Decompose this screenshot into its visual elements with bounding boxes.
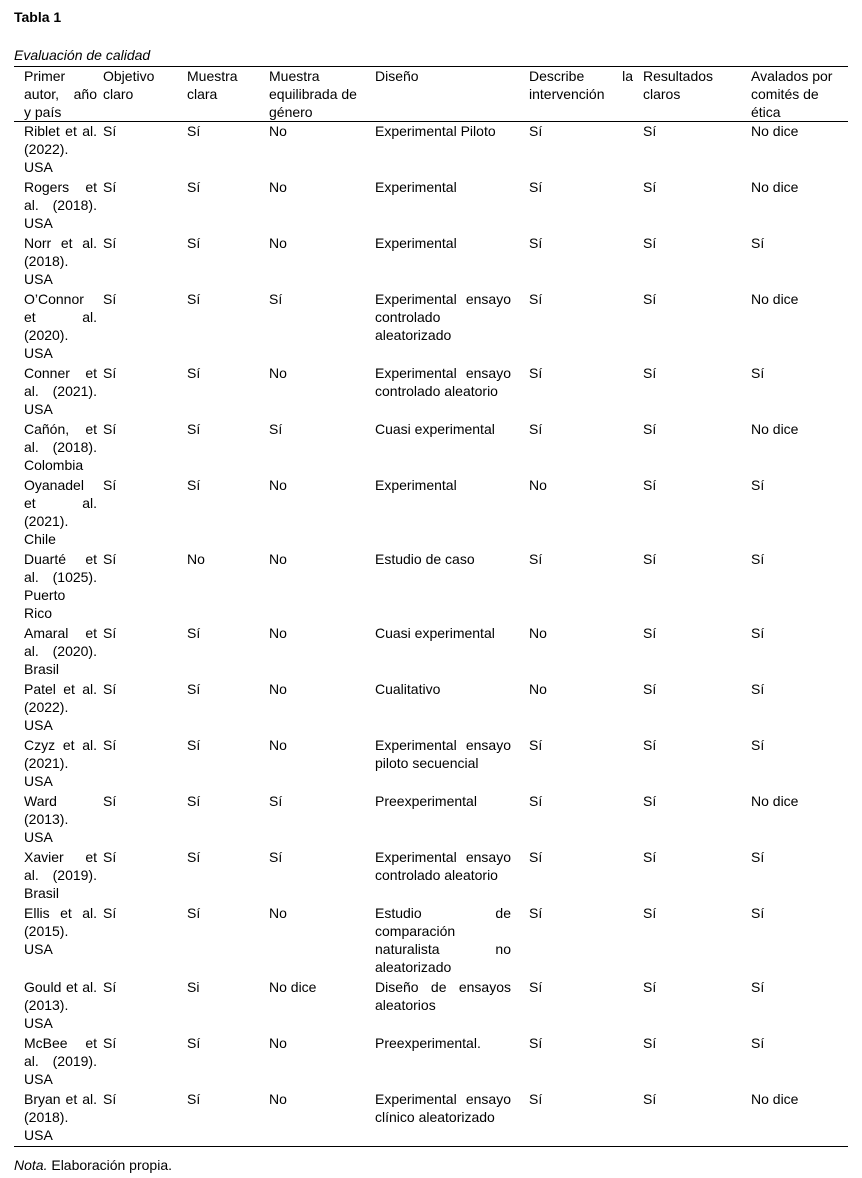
cell-objective: Sí	[103, 421, 117, 437]
quality-assessment-table	[14, 66, 848, 1147]
cell-sample: Sí	[187, 849, 201, 865]
table-row	[14, 476, 848, 550]
column-header-ethics: Avalados por comités de ética	[751, 67, 848, 122]
table-row	[14, 178, 848, 234]
cell-sample: Sí	[187, 291, 201, 307]
cell-intervention: Sí	[529, 179, 543, 195]
cell-author: Cañón, et al. (2018). Colombia	[24, 421, 97, 473]
cell-author: Riblet et al. (2022). USA	[24, 123, 97, 175]
cell-objective: Sí	[103, 123, 117, 139]
cell-ethics: Sí	[751, 979, 765, 995]
column-header-sample: Muestra clara	[187, 67, 269, 122]
cell-ethics: No dice	[751, 793, 799, 809]
cell-design: Estudio de comparación naturalista no aleatorizado	[375, 905, 511, 975]
cell-objective: Sí	[103, 979, 117, 995]
cell-ethics: Sí	[751, 235, 765, 251]
cell-design: Cuasi experimental	[375, 421, 495, 437]
cell-sample: Sí	[187, 1035, 201, 1051]
cell-objective: Sí	[103, 179, 117, 195]
cell-gender-balance: No	[269, 179, 287, 195]
cell-sample: Sí	[187, 793, 201, 809]
cell-author: Amaral et al. (2020). Brasil	[24, 625, 97, 677]
cell-gender-balance: No	[269, 1090, 375, 1147]
cell-ethics: Sí	[751, 849, 765, 865]
cell-intervention: Sí	[529, 291, 543, 307]
cell-author: Conner et al. (2021). USA	[24, 365, 97, 417]
cell-design: Experimental	[375, 235, 457, 251]
cell-author: Xavier et al. (2019). Brasil	[24, 849, 97, 901]
cell-objective: Sí	[103, 905, 117, 921]
cell-gender-balance: No	[269, 235, 287, 251]
cell-gender-balance: No	[269, 737, 287, 753]
column-header-objective: Objetivo claro	[103, 67, 187, 122]
cell-gender-balance: Sí	[269, 849, 283, 865]
table-row	[14, 122, 848, 179]
cell-sample: Sí	[187, 179, 201, 195]
cell-results: Sí	[643, 849, 657, 865]
cell-results: Sí	[643, 905, 657, 921]
cell-objective: Sí	[103, 365, 117, 381]
cell-gender-balance: No	[269, 681, 287, 697]
cell-intervention: No	[529, 625, 547, 641]
cell-intervention: Sí	[529, 737, 543, 753]
cell-design: Experimental ensayo piloto secuencial	[375, 737, 511, 771]
cell-results: Sí	[643, 979, 657, 995]
cell-gender-balance: Sí	[269, 291, 283, 307]
column-header-intervention: Describe la intervención	[529, 67, 643, 122]
cell-author: Bryan et al. (2018). USA	[14, 1090, 103, 1147]
cell-ethics: Sí	[751, 477, 765, 493]
cell-gender-balance: No	[269, 625, 287, 641]
cell-sample: Sí	[187, 123, 201, 139]
table-row	[14, 680, 848, 736]
cell-design: Experimental ensayo controlado aleatorio	[375, 849, 511, 883]
cell-objective: Sí	[103, 681, 117, 697]
cell-results: Sí	[643, 737, 657, 753]
cell-sample: No	[187, 551, 205, 567]
cell-sample: Sí	[187, 421, 201, 437]
table-row	[14, 624, 848, 680]
cell-results: Sí	[643, 291, 657, 307]
cell-design: Diseño de ensayos aleatorios	[375, 979, 511, 1013]
cell-intervention: Sí	[529, 235, 543, 251]
cell-objective: Sí	[103, 551, 117, 567]
cell-ethics: Sí	[751, 625, 765, 641]
cell-gender-balance: No dice	[269, 979, 317, 995]
cell-ethics: Sí	[751, 737, 765, 753]
cell-sample: Si	[187, 979, 200, 995]
cell-design: Experimental ensayo clínico aleatorizado	[375, 1090, 529, 1147]
cell-results: Sí	[643, 235, 657, 251]
cell-intervention: Sí	[529, 1035, 543, 1051]
cell-author: O’Connor et al. (2020). USA	[24, 291, 97, 361]
cell-sample: Sí	[187, 1090, 269, 1147]
cell-sample: Sí	[187, 625, 201, 641]
cell-sample: Sí	[187, 681, 201, 697]
cell-objective: Sí	[103, 1090, 187, 1147]
cell-design: Estudio de caso	[375, 551, 475, 567]
cell-ethics: No dice	[751, 123, 799, 139]
cell-ethics: Sí	[751, 365, 765, 381]
cell-objective: Sí	[103, 291, 117, 307]
cell-intervention: No	[529, 477, 547, 493]
cell-author: Duarté et al. (1025). Puerto Rico	[24, 551, 97, 621]
cell-author: Czyz et al. (2021). USA	[24, 737, 97, 789]
cell-author: Oyanadel et al. (2021). Chile	[24, 477, 97, 547]
cell-objective: Sí	[103, 625, 117, 641]
cell-design: Experimental Piloto	[375, 123, 496, 139]
cell-intervention: Sí	[529, 421, 543, 437]
cell-design: Cuasi experimental	[375, 625, 495, 641]
column-header-gender-balance: Muestra equilibrada de género	[269, 67, 375, 122]
cell-results: Sí	[643, 1090, 751, 1147]
table-row	[14, 290, 848, 364]
cell-gender-balance: No	[269, 905, 287, 921]
cell-sample: Sí	[187, 477, 201, 493]
cell-results: Sí	[643, 123, 657, 139]
cell-ethics: Sí	[751, 681, 765, 697]
table-row	[14, 420, 848, 476]
cell-intervention: Sí	[529, 365, 543, 381]
cell-ethics: No dice	[751, 421, 799, 437]
cell-design: Preexperimental.	[375, 1035, 481, 1051]
cell-sample: Sí	[187, 737, 201, 753]
table-row	[14, 978, 848, 1034]
cell-design: Experimental	[375, 477, 457, 493]
cell-ethics: Sí	[751, 1035, 765, 1051]
cell-sample: Sí	[187, 235, 201, 251]
table-row	[14, 1090, 848, 1147]
cell-gender-balance: No	[269, 365, 287, 381]
cell-gender-balance: No	[269, 1035, 287, 1051]
table-row	[14, 792, 848, 848]
cell-author: Rogers et al. (2018). USA	[24, 179, 97, 231]
cell-author: Gould et al. (2013). USA	[24, 979, 97, 1031]
cell-ethics: Sí	[751, 551, 765, 567]
cell-intervention: Sí	[529, 905, 543, 921]
table-note	[14, 1157, 172, 1173]
note-label: Nota.	[14, 1157, 48, 1173]
cell-objective: Sí	[103, 793, 117, 809]
cell-objective: Sí	[103, 477, 117, 493]
cell-objective: Sí	[103, 235, 117, 251]
cell-design: Preexperimental	[375, 793, 477, 809]
table-row	[14, 234, 848, 290]
cell-ethics: No dice	[751, 1090, 848, 1147]
cell-results: Sí	[643, 1035, 657, 1051]
table-row	[14, 904, 848, 978]
table-header-row	[14, 67, 848, 122]
cell-results: Sí	[643, 625, 657, 641]
cell-gender-balance: No	[269, 551, 287, 567]
cell-results: Sí	[643, 681, 657, 697]
cell-ethics: No dice	[751, 179, 799, 195]
cell-design: Experimental	[375, 179, 457, 195]
cell-sample: Sí	[187, 365, 201, 381]
table-subtitle: Evaluación de calidad	[14, 47, 151, 63]
cell-intervention: Sí	[529, 123, 543, 139]
column-header-design: Diseño	[375, 67, 529, 122]
cell-results: Sí	[643, 365, 657, 381]
cell-results: Sí	[643, 477, 657, 493]
cell-intervention: Sí	[529, 551, 543, 567]
table-row	[14, 364, 848, 420]
column-header-author: Primer autor, año y país	[14, 67, 103, 122]
cell-results: Sí	[643, 551, 657, 567]
cell-gender-balance: No	[269, 477, 287, 493]
table-title: Tabla 1	[14, 9, 62, 25]
cell-design: Cualitativo	[375, 681, 441, 697]
table-row	[14, 736, 848, 792]
cell-design: Experimental ensayo controlado aleatorio	[375, 365, 511, 399]
cell-results: Sí	[643, 421, 657, 437]
table-row	[14, 1034, 848, 1090]
cell-sample: Sí	[187, 905, 201, 921]
cell-intervention: Sí	[529, 1090, 643, 1147]
cell-author: Patel et al. (2022). USA	[24, 681, 97, 733]
cell-author: Norr et al. (2018). USA	[24, 235, 97, 287]
column-header-results: Resultados claros	[643, 67, 751, 122]
cell-objective: Sí	[103, 737, 117, 753]
cell-author: McBee et al. (2019). USA	[24, 1035, 97, 1087]
note-text: Elaboración propia.	[47, 1157, 172, 1173]
cell-intervention: No	[529, 681, 547, 697]
cell-objective: Sí	[103, 1035, 117, 1051]
cell-intervention: Sí	[529, 849, 543, 865]
cell-results: Sí	[643, 179, 657, 195]
cell-gender-balance: Sí	[269, 793, 283, 809]
table-body	[14, 122, 848, 1147]
cell-ethics: No dice	[751, 291, 799, 307]
cell-author: Ward (2013). USA	[24, 793, 69, 845]
cell-ethics: Sí	[751, 905, 765, 921]
cell-gender-balance: Sí	[269, 421, 283, 437]
table-row	[14, 550, 848, 624]
cell-objective: Sí	[103, 849, 117, 865]
cell-intervention: Sí	[529, 793, 543, 809]
cell-author: Ellis et al. (2015). USA	[24, 905, 97, 957]
cell-results: Sí	[643, 793, 657, 809]
cell-gender-balance: No	[269, 123, 287, 139]
cell-design: Experimental ensayo controlado aleatorizado	[375, 291, 511, 343]
cell-intervention: Sí	[529, 979, 543, 995]
table-row	[14, 848, 848, 904]
